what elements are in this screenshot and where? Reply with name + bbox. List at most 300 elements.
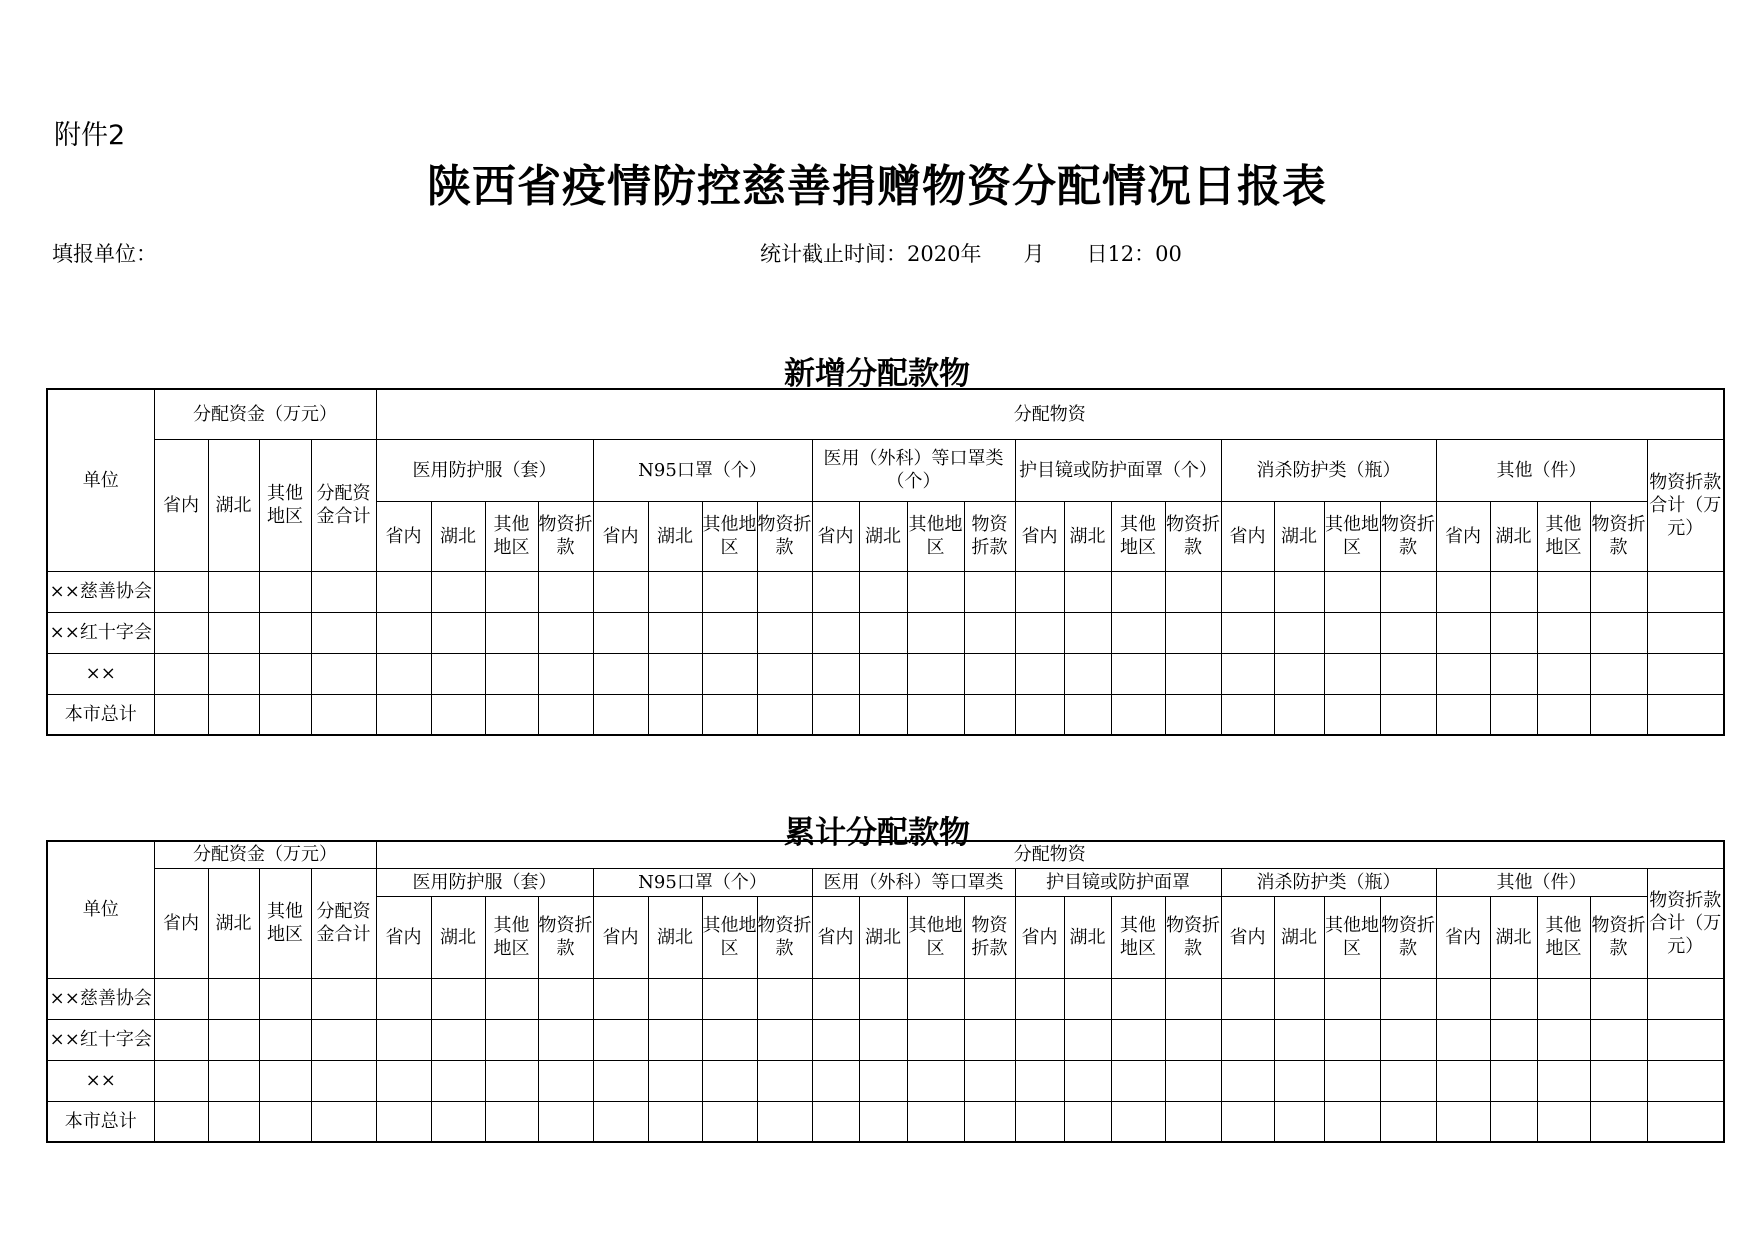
data-cell[interactable] bbox=[812, 978, 859, 1019]
table-row bbox=[47, 571, 1724, 612]
data-cell[interactable] bbox=[964, 653, 1015, 694]
data-cell[interactable] bbox=[538, 978, 593, 1019]
sub-material-value-header: 物资折款 bbox=[1380, 501, 1436, 571]
data-cell[interactable] bbox=[208, 571, 259, 612]
data-cell[interactable] bbox=[1436, 612, 1490, 653]
data-cell[interactable] bbox=[859, 1019, 907, 1060]
table-row bbox=[47, 653, 1724, 694]
data-cell[interactable] bbox=[907, 1101, 964, 1142]
data-cell[interactable] bbox=[907, 694, 964, 735]
data-cell[interactable] bbox=[1324, 612, 1380, 653]
data-cell[interactable] bbox=[259, 978, 311, 1019]
data-cell[interactable] bbox=[154, 653, 208, 694]
data-cell[interactable] bbox=[1165, 1019, 1221, 1060]
data-cell[interactable] bbox=[859, 612, 907, 653]
data-cell[interactable] bbox=[1647, 1101, 1724, 1142]
sub-other-region-header: 其他地区 bbox=[702, 501, 757, 571]
table-row bbox=[47, 1019, 1724, 1060]
data-cell[interactable] bbox=[485, 978, 538, 1019]
table-row bbox=[47, 978, 1724, 1019]
material-value-total-header: 物资折款合计（万元） bbox=[1647, 439, 1724, 571]
category-header: 医用防护服（套） bbox=[376, 868, 593, 896]
data-cell[interactable] bbox=[376, 571, 431, 612]
sub-other-region-header: 其他地区 bbox=[1324, 501, 1380, 571]
data-cell[interactable] bbox=[1490, 694, 1537, 735]
data-cell[interactable] bbox=[1015, 571, 1064, 612]
data-cell[interactable] bbox=[1324, 653, 1380, 694]
table-row bbox=[47, 612, 1724, 653]
data-cell[interactable] bbox=[208, 1019, 259, 1060]
data-cell[interactable] bbox=[1537, 653, 1590, 694]
data-cell[interactable] bbox=[648, 978, 702, 1019]
data-cell[interactable] bbox=[812, 1060, 859, 1101]
data-cell[interactable] bbox=[648, 1060, 702, 1101]
data-cell[interactable] bbox=[431, 1101, 485, 1142]
sub-hubei-header: 湖北 bbox=[648, 896, 702, 978]
data-cell[interactable] bbox=[1380, 978, 1436, 1019]
sub-other-region-header: 其他地区 bbox=[1324, 896, 1380, 978]
sub-province-header: 省内 bbox=[593, 896, 648, 978]
sub-material-value-header: 物资折款 bbox=[757, 501, 812, 571]
category-header: 护目镜或防护面罩（个） bbox=[1015, 439, 1221, 501]
data-cell[interactable] bbox=[1324, 1019, 1380, 1060]
data-cell[interactable] bbox=[1165, 1101, 1221, 1142]
data-cell[interactable] bbox=[1590, 653, 1647, 694]
data-cell[interactable] bbox=[538, 1101, 593, 1142]
sub-province-header: 省内 bbox=[812, 501, 859, 571]
data-cell[interactable] bbox=[1221, 653, 1274, 694]
sub-other-region-header: 其他地区 bbox=[907, 501, 964, 571]
sub-material-value-header: 物资折款 bbox=[964, 896, 1015, 978]
data-cell[interactable] bbox=[1380, 1101, 1436, 1142]
data-cell[interactable] bbox=[1111, 1060, 1165, 1101]
data-cell[interactable] bbox=[259, 571, 311, 612]
data-cell[interactable] bbox=[1590, 1019, 1647, 1060]
data-cell[interactable] bbox=[1015, 1019, 1064, 1060]
data-cell[interactable] bbox=[648, 571, 702, 612]
data-cell[interactable] bbox=[376, 612, 431, 653]
data-cell[interactable] bbox=[859, 653, 907, 694]
data-cell[interactable] bbox=[431, 612, 485, 653]
data-cell[interactable] bbox=[1064, 1101, 1111, 1142]
data-cell[interactable] bbox=[1324, 1101, 1380, 1142]
data-cell[interactable] bbox=[964, 1060, 1015, 1101]
data-cell[interactable] bbox=[593, 1060, 648, 1101]
data-cell[interactable] bbox=[311, 612, 376, 653]
sub-province-header: 省内 bbox=[1221, 896, 1274, 978]
data-cell[interactable] bbox=[1274, 653, 1324, 694]
data-cell[interactable] bbox=[376, 1101, 431, 1142]
data-cell[interactable] bbox=[1015, 1101, 1064, 1142]
data-cell[interactable] bbox=[1064, 1019, 1111, 1060]
data-cell[interactable] bbox=[1111, 571, 1165, 612]
sub-province-header: 省内 bbox=[376, 896, 431, 978]
data-cell[interactable] bbox=[757, 694, 812, 735]
data-cell[interactable] bbox=[812, 612, 859, 653]
data-cell[interactable] bbox=[648, 612, 702, 653]
data-cell[interactable] bbox=[154, 694, 208, 735]
data-cell[interactable] bbox=[431, 694, 485, 735]
data-cell[interactable] bbox=[538, 612, 593, 653]
category-header: N95口罩（个） bbox=[593, 868, 812, 896]
data-cell[interactable] bbox=[1064, 612, 1111, 653]
data-cell[interactable] bbox=[812, 694, 859, 735]
data-cell[interactable] bbox=[208, 694, 259, 735]
data-cell[interactable] bbox=[154, 1101, 208, 1142]
funds-hubei-header: 湖北 bbox=[208, 439, 259, 571]
data-cell[interactable] bbox=[431, 571, 485, 612]
sub-hubei-header: 湖北 bbox=[1064, 896, 1111, 978]
data-cell[interactable] bbox=[593, 978, 648, 1019]
data-cell[interactable] bbox=[311, 1019, 376, 1060]
data-cell[interactable] bbox=[1274, 571, 1324, 612]
data-cell[interactable] bbox=[1015, 612, 1064, 653]
data-cell[interactable] bbox=[1165, 653, 1221, 694]
data-cell[interactable] bbox=[311, 1101, 376, 1142]
sub-material-value-header: 物资折款 bbox=[964, 501, 1015, 571]
row-unit-name: ××红十字会 bbox=[47, 612, 154, 653]
data-cell[interactable] bbox=[1015, 694, 1064, 735]
data-cell[interactable] bbox=[1324, 694, 1380, 735]
sub-other-region-header: 其他地区 bbox=[485, 501, 538, 571]
data-cell[interactable] bbox=[208, 612, 259, 653]
data-cell[interactable] bbox=[1274, 612, 1324, 653]
data-cell[interactable] bbox=[1015, 1060, 1064, 1101]
data-cell[interactable] bbox=[538, 694, 593, 735]
data-cell[interactable] bbox=[1111, 653, 1165, 694]
data-cell[interactable] bbox=[311, 978, 376, 1019]
sub-province-header: 省内 bbox=[593, 501, 648, 571]
data-cell[interactable] bbox=[593, 653, 648, 694]
data-cell[interactable] bbox=[1064, 978, 1111, 1019]
data-cell[interactable] bbox=[1221, 1101, 1274, 1142]
data-cell[interactable] bbox=[1590, 694, 1647, 735]
data-cell[interactable] bbox=[859, 1060, 907, 1101]
funds-total-header: 分配资金合计 bbox=[311, 439, 376, 571]
data-cell[interactable] bbox=[1221, 1019, 1274, 1060]
data-cell[interactable] bbox=[1165, 694, 1221, 735]
data-cell[interactable] bbox=[648, 653, 702, 694]
data-cell[interactable] bbox=[485, 571, 538, 612]
data-cell[interactable] bbox=[1590, 1101, 1647, 1142]
data-cell[interactable] bbox=[1165, 571, 1221, 612]
data-cell[interactable] bbox=[702, 571, 757, 612]
data-cell[interactable] bbox=[648, 1101, 702, 1142]
data-cell[interactable] bbox=[431, 1019, 485, 1060]
data-cell[interactable] bbox=[1537, 612, 1590, 653]
attachment-label: 附件2 bbox=[54, 120, 126, 151]
data-cell[interactable] bbox=[208, 1060, 259, 1101]
row-unit-name: ××红十字会 bbox=[47, 1019, 154, 1060]
materials-group-header: 分配物资 bbox=[376, 389, 1724, 439]
data-cell[interactable] bbox=[485, 653, 538, 694]
data-cell[interactable] bbox=[259, 1101, 311, 1142]
data-cell[interactable] bbox=[1537, 1060, 1590, 1101]
data-cell[interactable] bbox=[1064, 1060, 1111, 1101]
data-cell[interactable] bbox=[1537, 571, 1590, 612]
data-cell[interactable] bbox=[154, 1019, 208, 1060]
page-title: 陕西省疫情防控慈善捐赠物资分配情况日报表 bbox=[427, 161, 1327, 212]
data-cell[interactable] bbox=[859, 694, 907, 735]
data-cell[interactable] bbox=[1221, 694, 1274, 735]
data-cell[interactable] bbox=[757, 1019, 812, 1060]
sub-hubei-header: 湖北 bbox=[1490, 501, 1537, 571]
data-cell[interactable] bbox=[311, 694, 376, 735]
data-cell[interactable] bbox=[1647, 1060, 1724, 1101]
data-cell[interactable] bbox=[538, 571, 593, 612]
data-cell[interactable] bbox=[1436, 653, 1490, 694]
data-cell[interactable] bbox=[757, 978, 812, 1019]
data-cell[interactable] bbox=[907, 612, 964, 653]
data-cell[interactable] bbox=[702, 1060, 757, 1101]
data-cell[interactable] bbox=[376, 653, 431, 694]
data-cell[interactable] bbox=[1165, 978, 1221, 1019]
data-cell[interactable] bbox=[1111, 1101, 1165, 1142]
data-cell[interactable] bbox=[812, 1101, 859, 1142]
data-cell[interactable] bbox=[964, 694, 1015, 735]
data-cell[interactable] bbox=[538, 653, 593, 694]
data-cell[interactable] bbox=[1064, 694, 1111, 735]
data-cell[interactable] bbox=[702, 1019, 757, 1060]
data-cell[interactable] bbox=[964, 978, 1015, 1019]
data-cell[interactable] bbox=[1324, 571, 1380, 612]
data-cell[interactable] bbox=[1490, 1101, 1537, 1142]
data-cell[interactable] bbox=[1111, 1019, 1165, 1060]
data-cell[interactable] bbox=[964, 612, 1015, 653]
data-cell[interactable] bbox=[757, 571, 812, 612]
data-cell[interactable] bbox=[907, 653, 964, 694]
sub-material-value-header: 物资折款 bbox=[1165, 501, 1221, 571]
data-cell[interactable] bbox=[964, 571, 1015, 612]
data-cell[interactable] bbox=[376, 694, 431, 735]
data-cell[interactable] bbox=[1165, 1060, 1221, 1101]
data-cell[interactable] bbox=[1111, 612, 1165, 653]
sub-hubei-header: 湖北 bbox=[1274, 501, 1324, 571]
table-row bbox=[47, 1060, 1724, 1101]
data-cell[interactable] bbox=[376, 1019, 431, 1060]
data-cell[interactable] bbox=[1221, 978, 1274, 1019]
sub-other-region-header: 其他地区 bbox=[485, 896, 538, 978]
data-cell[interactable] bbox=[259, 1060, 311, 1101]
data-cell[interactable] bbox=[1380, 571, 1436, 612]
cumulative-allocation-table bbox=[46, 840, 1725, 1143]
data-cell[interactable] bbox=[1647, 1019, 1724, 1060]
data-cell[interactable] bbox=[431, 1060, 485, 1101]
data-cell[interactable] bbox=[702, 653, 757, 694]
data-cell[interactable] bbox=[1436, 1101, 1490, 1142]
data-cell[interactable] bbox=[1221, 571, 1274, 612]
data-cell[interactable] bbox=[259, 612, 311, 653]
sub-hubei-header: 湖北 bbox=[431, 501, 485, 571]
data-cell[interactable] bbox=[1380, 653, 1436, 694]
data-cell[interactable] bbox=[1436, 571, 1490, 612]
funds-group-header: 分配资金（万元） bbox=[154, 389, 376, 439]
data-cell[interactable] bbox=[702, 978, 757, 1019]
data-cell[interactable] bbox=[431, 978, 485, 1019]
data-cell[interactable] bbox=[757, 1060, 812, 1101]
section-title-cumulative: 累计分配款物 bbox=[784, 815, 970, 851]
sub-material-value-header: 物资折款 bbox=[1380, 896, 1436, 978]
data-cell[interactable] bbox=[1490, 653, 1537, 694]
data-cell[interactable] bbox=[208, 1101, 259, 1142]
data-cell[interactable] bbox=[538, 1019, 593, 1060]
data-cell[interactable] bbox=[1647, 978, 1724, 1019]
data-cell[interactable] bbox=[1436, 1019, 1490, 1060]
unit-header: 单位 bbox=[47, 841, 154, 978]
data-cell[interactable] bbox=[702, 612, 757, 653]
unit-header: 单位 bbox=[47, 389, 154, 571]
data-cell[interactable] bbox=[593, 1101, 648, 1142]
data-cell[interactable] bbox=[907, 1019, 964, 1060]
data-cell[interactable] bbox=[1274, 1101, 1324, 1142]
data-cell[interactable] bbox=[485, 1019, 538, 1060]
category-header: 护目镜或防护面罩 bbox=[1015, 868, 1221, 896]
data-cell[interactable] bbox=[1015, 653, 1064, 694]
data-cell[interactable] bbox=[907, 1060, 964, 1101]
data-cell[interactable] bbox=[1064, 653, 1111, 694]
data-cell[interactable] bbox=[208, 978, 259, 1019]
data-cell[interactable] bbox=[1647, 694, 1724, 735]
data-cell[interactable] bbox=[1324, 978, 1380, 1019]
category-header: 医用防护服（套） bbox=[376, 439, 593, 501]
sub-other-region-header: 其他地区 bbox=[702, 896, 757, 978]
data-cell[interactable] bbox=[757, 612, 812, 653]
data-cell[interactable] bbox=[1324, 1060, 1380, 1101]
data-cell[interactable] bbox=[1015, 978, 1064, 1019]
data-cell[interactable] bbox=[376, 1060, 431, 1101]
sub-other-region-header: 其他地区 bbox=[1537, 896, 1590, 978]
data-cell[interactable] bbox=[1274, 1019, 1324, 1060]
data-cell[interactable] bbox=[593, 694, 648, 735]
new-allocation-table bbox=[46, 388, 1725, 736]
sub-hubei-header: 湖北 bbox=[1274, 896, 1324, 978]
data-cell[interactable] bbox=[154, 1060, 208, 1101]
data-cell[interactable] bbox=[1274, 978, 1324, 1019]
data-cell[interactable] bbox=[1380, 1060, 1436, 1101]
data-cell[interactable] bbox=[1490, 612, 1537, 653]
data-cell[interactable] bbox=[1380, 612, 1436, 653]
data-cell[interactable] bbox=[593, 571, 648, 612]
sub-material-value-header: 物资折款 bbox=[538, 896, 593, 978]
data-cell[interactable] bbox=[1537, 978, 1590, 1019]
sub-hubei-header: 湖北 bbox=[1064, 501, 1111, 571]
data-cell[interactable] bbox=[1590, 612, 1647, 653]
data-cell[interactable] bbox=[485, 694, 538, 735]
data-cell[interactable] bbox=[1490, 571, 1537, 612]
data-cell[interactable] bbox=[154, 571, 208, 612]
cutoff-time-label: 统计截止时间：2020年 月 日12：00 bbox=[760, 242, 1182, 266]
data-cell[interactable] bbox=[311, 1060, 376, 1101]
data-cell[interactable] bbox=[1490, 978, 1537, 1019]
funds-province-header: 省内 bbox=[154, 868, 208, 978]
data-cell[interactable] bbox=[538, 1060, 593, 1101]
data-cell[interactable] bbox=[757, 1101, 812, 1142]
data-cell[interactable] bbox=[1647, 612, 1724, 653]
data-cell[interactable] bbox=[1274, 694, 1324, 735]
data-cell[interactable] bbox=[485, 1060, 538, 1101]
data-cell[interactable] bbox=[1537, 1019, 1590, 1060]
data-cell[interactable] bbox=[1590, 978, 1647, 1019]
data-cell[interactable] bbox=[702, 1101, 757, 1142]
data-cell[interactable] bbox=[1221, 1060, 1274, 1101]
data-cell[interactable] bbox=[1436, 694, 1490, 735]
data-cell[interactable] bbox=[1590, 1060, 1647, 1101]
data-cell[interactable] bbox=[593, 1019, 648, 1060]
data-cell[interactable] bbox=[859, 978, 907, 1019]
data-cell[interactable] bbox=[812, 653, 859, 694]
data-cell[interactable] bbox=[1490, 1060, 1537, 1101]
data-cell[interactable] bbox=[859, 1101, 907, 1142]
data-cell[interactable] bbox=[648, 694, 702, 735]
data-cell[interactable] bbox=[376, 978, 431, 1019]
sub-other-region-header: 其他地区 bbox=[1111, 896, 1165, 978]
sub-province-header: 省内 bbox=[376, 501, 431, 571]
data-cell[interactable] bbox=[431, 653, 485, 694]
data-cell[interactable] bbox=[259, 694, 311, 735]
data-cell[interactable] bbox=[859, 571, 907, 612]
row-unit-name: ××慈善协会 bbox=[47, 978, 154, 1019]
data-cell[interactable] bbox=[907, 978, 964, 1019]
data-cell[interactable] bbox=[1490, 1019, 1537, 1060]
data-cell[interactable] bbox=[1274, 1060, 1324, 1101]
data-cell[interactable] bbox=[1436, 978, 1490, 1019]
data-cell[interactable] bbox=[812, 1019, 859, 1060]
data-cell[interactable] bbox=[485, 612, 538, 653]
category-header: 消杀防护类（瓶） bbox=[1221, 868, 1436, 896]
data-cell[interactable] bbox=[1380, 1019, 1436, 1060]
data-cell[interactable] bbox=[757, 653, 812, 694]
row-unit-name: 本市总计 bbox=[47, 694, 154, 735]
data-cell[interactable] bbox=[1537, 694, 1590, 735]
sub-province-header: 省内 bbox=[1436, 896, 1490, 978]
data-cell[interactable] bbox=[154, 978, 208, 1019]
data-cell[interactable] bbox=[1165, 612, 1221, 653]
data-cell[interactable] bbox=[1647, 571, 1724, 612]
data-cell[interactable] bbox=[1590, 571, 1647, 612]
sub-province-header: 省内 bbox=[1015, 896, 1064, 978]
data-cell[interactable] bbox=[964, 1101, 1015, 1142]
data-cell[interactable] bbox=[311, 653, 376, 694]
sub-other-region-header: 其他地区 bbox=[907, 896, 964, 978]
data-cell[interactable] bbox=[1111, 978, 1165, 1019]
data-cell[interactable] bbox=[1111, 694, 1165, 735]
sub-material-value-header: 物资折款 bbox=[1590, 896, 1647, 978]
data-cell[interactable] bbox=[593, 612, 648, 653]
data-cell[interactable] bbox=[208, 653, 259, 694]
data-cell[interactable] bbox=[648, 1019, 702, 1060]
data-cell[interactable] bbox=[259, 1019, 311, 1060]
data-cell[interactable] bbox=[311, 571, 376, 612]
data-cell[interactable] bbox=[702, 694, 757, 735]
data-cell[interactable] bbox=[812, 571, 859, 612]
data-cell[interactable] bbox=[1647, 653, 1724, 694]
data-cell[interactable] bbox=[259, 653, 311, 694]
data-cell[interactable] bbox=[1064, 571, 1111, 612]
data-cell[interactable] bbox=[1436, 1060, 1490, 1101]
data-cell[interactable] bbox=[1380, 694, 1436, 735]
data-cell[interactable] bbox=[1221, 612, 1274, 653]
data-cell[interactable] bbox=[1537, 1101, 1590, 1142]
sub-material-value-header: 物资折款 bbox=[538, 501, 593, 571]
data-cell[interactable] bbox=[485, 1101, 538, 1142]
category-header: 其他（件） bbox=[1436, 868, 1647, 896]
data-cell[interactable] bbox=[964, 1019, 1015, 1060]
sub-material-value-header: 物资折款 bbox=[1165, 896, 1221, 978]
row-unit-name: ××慈善协会 bbox=[47, 571, 154, 612]
data-cell[interactable] bbox=[154, 612, 208, 653]
data-cell[interactable] bbox=[907, 571, 964, 612]
table-row bbox=[47, 1101, 1724, 1142]
